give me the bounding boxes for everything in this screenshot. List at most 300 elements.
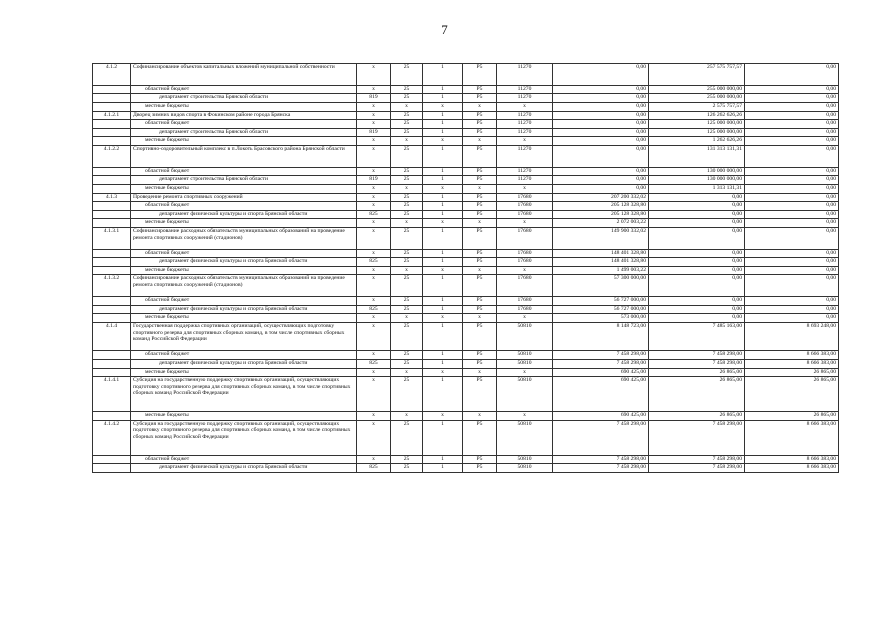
row-project-code: Р5 — [463, 202, 497, 211]
row-subprogram-code: 1 — [423, 193, 463, 202]
row-value-year1: 0,00 — [553, 145, 649, 167]
row-value-year2: 130 000 000,00 — [649, 167, 745, 176]
row-value-year3: 0,00 — [745, 184, 839, 193]
table-row — [93, 202, 839, 211]
row-program-code: 25 — [391, 360, 423, 369]
row-direction-code: 11270 — [497, 64, 553, 86]
row-value-year1: 2 072 003,22 — [553, 219, 649, 228]
table-row — [93, 455, 839, 464]
row-subprogram-code: 1 — [423, 176, 463, 185]
row-program-code: х — [391, 219, 423, 228]
row-value-year1: 573 000,00 — [553, 314, 649, 323]
row-subprogram-code: 1 — [423, 145, 463, 167]
row-code — [93, 266, 131, 275]
row-value-year1: 690 425,00 — [553, 377, 649, 412]
table-row — [93, 210, 839, 219]
row-direction-code: 17680 — [497, 202, 553, 211]
row-code — [93, 360, 131, 369]
row-value-year1: 148 401 328,80 — [553, 249, 649, 258]
row-admin-code: 825 — [357, 305, 391, 314]
row-project-code: Р5 — [463, 275, 497, 297]
row-value-year2: 7 458 298,00 — [649, 455, 745, 464]
row-admin-code: х — [357, 219, 391, 228]
row-value-year3: 0,00 — [745, 219, 839, 228]
row-name: областной бюджет — [131, 297, 357, 306]
row-value-year1: 0,00 — [553, 137, 649, 146]
row-value-year1: 7 458 298,00 — [553, 420, 649, 455]
row-program-code: 25 — [391, 167, 423, 176]
row-name: Проведение ремонта спортивных сооружений — [131, 193, 357, 202]
table-row — [93, 111, 839, 120]
row-admin-code: х — [357, 137, 391, 146]
row-subprogram-code: х — [423, 368, 463, 377]
row-value-year1: 1 499 003,22 — [553, 266, 649, 275]
row-name: областной бюджет — [131, 249, 357, 258]
row-program-code: 25 — [391, 377, 423, 412]
row-project-code: Р5 — [463, 167, 497, 176]
row-program-code: х — [391, 266, 423, 275]
row-value-year3: 8 666 383,00 — [745, 360, 839, 369]
row-direction-code: х — [497, 102, 553, 111]
row-name: местные бюджеты — [131, 184, 357, 193]
row-code: 4.1.3 — [93, 193, 131, 202]
row-admin-code: х — [357, 202, 391, 211]
row-value-year3: 0,00 — [745, 202, 839, 211]
row-value-year1: 0,00 — [553, 120, 649, 129]
row-subprogram-code: 1 — [423, 94, 463, 103]
row-value-year2: 0,00 — [649, 275, 745, 297]
row-code: 4.1.3.2 — [93, 275, 131, 297]
row-value-year3: 26 865,00 — [745, 412, 839, 421]
row-value-year2: 0,00 — [649, 227, 745, 249]
row-name: областной бюджет — [131, 351, 357, 360]
row-code — [93, 210, 131, 219]
row-project-code: Р5 — [463, 323, 497, 351]
row-project-code: х — [463, 412, 497, 421]
row-value-year3: 0,00 — [745, 275, 839, 297]
row-value-year3: 26 865,00 — [745, 368, 839, 377]
row-direction-code: 17680 — [497, 275, 553, 297]
row-program-code: 25 — [391, 464, 423, 473]
row-direction-code: 50810 — [497, 420, 553, 455]
row-value-year3: 0,00 — [745, 297, 839, 306]
row-code — [93, 305, 131, 314]
row-name: областной бюджет — [131, 455, 357, 464]
table-row — [93, 351, 839, 360]
table-row — [93, 314, 839, 323]
row-direction-code: х — [497, 184, 553, 193]
row-project-code: Р5 — [463, 351, 497, 360]
row-direction-code: 50810 — [497, 455, 553, 464]
row-admin-code: 825 — [357, 258, 391, 267]
row-value-year1: 57 300 000,00 — [553, 275, 649, 297]
row-direction-code: 50810 — [497, 464, 553, 473]
table-row — [93, 193, 839, 202]
row-value-year2: 1 313 131,31 — [649, 184, 745, 193]
row-program-code: х — [391, 137, 423, 146]
row-value-year2: 7 458 298,00 — [649, 420, 745, 455]
row-direction-code: 11270 — [497, 128, 553, 137]
row-value-year2: 0,00 — [649, 266, 745, 275]
row-admin-code: х — [357, 266, 391, 275]
row-value-year3: 0,00 — [745, 249, 839, 258]
row-value-year1: 0,00 — [553, 184, 649, 193]
row-name: Спортивно-оздоровительный комплекс в п.Локоть Брасовского района Брянской области — [131, 145, 357, 167]
row-program-code: 25 — [391, 227, 423, 249]
row-program-code: 25 — [391, 351, 423, 360]
row-value-year1: 0,00 — [553, 102, 649, 111]
row-value-year1: 207 200 332,02 — [553, 193, 649, 202]
row-code — [93, 249, 131, 258]
row-value-year3: 0,00 — [745, 314, 839, 323]
row-admin-code: х — [357, 377, 391, 412]
row-program-code: 25 — [391, 176, 423, 185]
row-program-code: 25 — [391, 305, 423, 314]
row-value-year3: 0,00 — [745, 266, 839, 275]
row-value-year3: 0,00 — [745, 120, 839, 129]
row-name: местные бюджеты — [131, 102, 357, 111]
row-project-code: Р5 — [463, 258, 497, 267]
row-name: Дворец зимних видов спорта в Фокинском районе города Брянска — [131, 111, 357, 120]
row-value-year2: 2 575 757,57 — [649, 102, 745, 111]
row-subprogram-code: 1 — [423, 202, 463, 211]
row-direction-code: 17680 — [497, 210, 553, 219]
table-row — [93, 128, 839, 137]
table-row — [93, 464, 839, 473]
row-direction-code: х — [497, 314, 553, 323]
row-subprogram-code: 1 — [423, 455, 463, 464]
row-subprogram-code: х — [423, 184, 463, 193]
row-direction-code: 11270 — [497, 111, 553, 120]
row-admin-code: х — [357, 368, 391, 377]
row-name: Софинансирование объектов капитальных вложений муниципальной собственности — [131, 64, 357, 86]
row-direction-code: 50810 — [497, 377, 553, 412]
row-subprogram-code: 1 — [423, 464, 463, 473]
table-row — [93, 145, 839, 167]
row-subprogram-code: 1 — [423, 420, 463, 455]
row-project-code: Р5 — [463, 85, 497, 94]
row-value-year2: 0,00 — [649, 314, 745, 323]
row-value-year3: 0,00 — [745, 305, 839, 314]
row-name: Субсидия на государственную поддержку спортивных организаций, осуществляющих подготовку спортивного резерва для спортивных сборных команд, в том числе спортивных сборных команд Российской Федерации — [131, 420, 357, 455]
row-code — [93, 219, 131, 228]
row-value-year1: 0,00 — [553, 128, 649, 137]
row-code — [93, 297, 131, 306]
row-value-year1: 7 458 298,00 — [553, 351, 649, 360]
row-direction-code: 17680 — [497, 249, 553, 258]
row-direction-code: 50810 — [497, 360, 553, 369]
row-subprogram-code: х — [423, 412, 463, 421]
row-admin-code: х — [357, 102, 391, 111]
table-row — [93, 120, 839, 129]
row-program-code: 25 — [391, 128, 423, 137]
row-value-year1: 0,00 — [553, 176, 649, 185]
row-name: областной бюджет — [131, 120, 357, 129]
row-name: департамент физической культуры и спорта Брянской области — [131, 464, 357, 473]
row-code — [93, 351, 131, 360]
row-project-code: Р5 — [463, 94, 497, 103]
row-value-year1: 0,00 — [553, 94, 649, 103]
row-project-code: Р5 — [463, 420, 497, 455]
row-value-year3: 8 666 383,00 — [745, 455, 839, 464]
row-project-code: х — [463, 266, 497, 275]
row-name: департамент строительства Брянской области — [131, 128, 357, 137]
table-row — [93, 227, 839, 249]
budget-table — [92, 63, 839, 473]
row-subprogram-code: х — [423, 102, 463, 111]
row-code — [93, 137, 131, 146]
table-row — [93, 94, 839, 103]
row-admin-code: х — [357, 193, 391, 202]
table-row — [93, 377, 839, 412]
table-row — [93, 305, 839, 314]
row-code — [93, 167, 131, 176]
row-admin-code: х — [357, 275, 391, 297]
row-direction-code: 17680 — [497, 193, 553, 202]
row-admin-code: 819 — [357, 176, 391, 185]
row-value-year3: 26 865,00 — [745, 377, 839, 412]
row-project-code: Р5 — [463, 377, 497, 412]
row-value-year1: 0,00 — [553, 85, 649, 94]
row-project-code: Р5 — [463, 193, 497, 202]
row-program-code: 25 — [391, 275, 423, 297]
row-value-year3: 0,00 — [745, 102, 839, 111]
row-direction-code: 17680 — [497, 227, 553, 249]
row-subprogram-code: х — [423, 137, 463, 146]
row-subprogram-code: 1 — [423, 275, 463, 297]
row-code — [93, 85, 131, 94]
row-name: Государственная поддержка спортивных организаций, осуществляющих подготовку спортивного резерва для спортивных сборных команд, в том числе спортивных сборных команд Российской Федерации — [131, 323, 357, 351]
row-value-year2: 7 458 298,00 — [649, 360, 745, 369]
row-value-year1: 205 128 328,80 — [553, 202, 649, 211]
row-subprogram-code: 1 — [423, 323, 463, 351]
row-value-year2: 130 000 000,00 — [649, 176, 745, 185]
row-subprogram-code: 1 — [423, 305, 463, 314]
row-admin-code: х — [357, 167, 391, 176]
row-name: местные бюджеты — [131, 368, 357, 377]
row-value-year1: 7 458 298,00 — [553, 464, 649, 473]
table-row — [93, 412, 839, 421]
row-code — [93, 128, 131, 137]
row-code — [93, 258, 131, 267]
row-value-year3: 0,00 — [745, 137, 839, 146]
row-value-year1: 56 727 000,00 — [553, 305, 649, 314]
row-project-code: х — [463, 314, 497, 323]
row-program-code: 25 — [391, 455, 423, 464]
row-project-code: Р5 — [463, 111, 497, 120]
row-name: областной бюджет — [131, 202, 357, 211]
row-code: 4.1.2 — [93, 64, 131, 86]
table-row — [93, 219, 839, 228]
row-value-year3: 0,00 — [745, 145, 839, 167]
page-number: 7 — [441, 22, 448, 37]
row-subprogram-code: х — [423, 219, 463, 228]
row-subprogram-code: 1 — [423, 377, 463, 412]
row-value-year2: 0,00 — [649, 193, 745, 202]
row-admin-code: х — [357, 314, 391, 323]
row-direction-code: х — [497, 266, 553, 275]
row-direction-code: 11270 — [497, 94, 553, 103]
row-name: Субсидия на государственную поддержку спортивных организаций, осуществляющих подготовку спортивного резерва для спортивных сборных команд, в том числе спортивных сборных команд Российской Федерации — [131, 377, 357, 412]
row-name: Софинансирование расходных обязательств муниципальных образований на проведение ремонта спортивных сооружений (стадионов) — [131, 275, 357, 297]
row-project-code: х — [463, 368, 497, 377]
row-project-code: х — [463, 219, 497, 228]
row-value-year2: 1 262 626,26 — [649, 137, 745, 146]
row-program-code: 25 — [391, 85, 423, 94]
row-project-code: Р5 — [463, 210, 497, 219]
row-code: 4.1.4.1 — [93, 377, 131, 412]
row-value-year2: 0,00 — [649, 297, 745, 306]
row-name: местные бюджеты — [131, 412, 357, 421]
row-project-code: Р5 — [463, 145, 497, 167]
row-direction-code: х — [497, 412, 553, 421]
row-project-code: Р5 — [463, 227, 497, 249]
table-row — [93, 420, 839, 455]
row-name: департамент физической культуры и спорта Брянской области — [131, 210, 357, 219]
row-admin-code: х — [357, 64, 391, 86]
table-row — [93, 184, 839, 193]
row-program-code: 25 — [391, 120, 423, 129]
row-name: местные бюджеты — [131, 266, 357, 275]
row-subprogram-code: 1 — [423, 85, 463, 94]
row-direction-code: х — [497, 219, 553, 228]
row-admin-code: х — [357, 227, 391, 249]
row-subprogram-code: 1 — [423, 351, 463, 360]
row-project-code: Р5 — [463, 297, 497, 306]
row-value-year1: 7 458 298,00 — [553, 455, 649, 464]
row-value-year2: 131 313 131,31 — [649, 145, 745, 167]
row-direction-code: 11270 — [497, 176, 553, 185]
row-program-code: 25 — [391, 111, 423, 120]
row-admin-code: х — [357, 455, 391, 464]
row-value-year3: 0,00 — [745, 258, 839, 267]
row-value-year1: 205 128 328,80 — [553, 210, 649, 219]
row-program-code: 25 — [391, 323, 423, 351]
row-code: 4.1.2.1 — [93, 111, 131, 120]
row-value-year3: 0,00 — [745, 128, 839, 137]
row-admin-code: х — [357, 85, 391, 94]
row-value-year1: 0,00 — [553, 111, 649, 120]
row-value-year2: 257 575 757,57 — [649, 64, 745, 86]
row-program-code: 25 — [391, 249, 423, 258]
row-value-year1: 56 727 000,00 — [553, 297, 649, 306]
row-code — [93, 464, 131, 473]
row-value-year3: 0,00 — [745, 176, 839, 185]
table-row — [93, 368, 839, 377]
row-direction-code: х — [497, 137, 553, 146]
row-direction-code: 11270 — [497, 120, 553, 129]
row-code — [93, 120, 131, 129]
row-value-year2: 0,00 — [649, 202, 745, 211]
row-value-year2: 7 458 298,00 — [649, 464, 745, 473]
table-row — [93, 176, 839, 185]
row-value-year2: 7 458 298,00 — [649, 351, 745, 360]
row-name: департамент физической культуры и спорта Брянской области — [131, 305, 357, 314]
row-name: Софинансирование расходных обязательств муниципальных образований на проведение ремонта спортивных сооружений (стадионов) — [131, 227, 357, 249]
row-admin-code: х — [357, 111, 391, 120]
row-code: 4.1.4 — [93, 323, 131, 351]
row-subprogram-code: 1 — [423, 64, 463, 86]
row-program-code: х — [391, 412, 423, 421]
table-row — [93, 297, 839, 306]
row-value-year2: 255 000 000,00 — [649, 85, 745, 94]
row-program-code: 25 — [391, 94, 423, 103]
row-program-code: 25 — [391, 258, 423, 267]
row-program-code: х — [391, 102, 423, 111]
row-code: 4.1.4.2 — [93, 420, 131, 455]
row-admin-code: 819 — [357, 128, 391, 137]
row-direction-code: х — [497, 368, 553, 377]
row-value-year2: 26 865,00 — [649, 368, 745, 377]
row-value-year2: 0,00 — [649, 210, 745, 219]
row-value-year3: 0,00 — [745, 111, 839, 120]
row-value-year3: 8 693 248,00 — [745, 323, 839, 351]
row-subprogram-code: 1 — [423, 258, 463, 267]
row-program-code: 25 — [391, 193, 423, 202]
table-row — [93, 360, 839, 369]
row-value-year2: 0,00 — [649, 219, 745, 228]
row-direction-code: 17680 — [497, 297, 553, 306]
row-name: департамент физической культуры и спорта Брянской области — [131, 360, 357, 369]
row-value-year1: 0,00 — [553, 64, 649, 86]
row-code — [93, 455, 131, 464]
row-subprogram-code: 1 — [423, 297, 463, 306]
row-admin-code: х — [357, 412, 391, 421]
row-program-code: 25 — [391, 64, 423, 86]
row-name: местные бюджеты — [131, 314, 357, 323]
row-code — [93, 94, 131, 103]
row-value-year1: 690 425,00 — [553, 412, 649, 421]
row-value-year3: 0,00 — [745, 94, 839, 103]
row-value-year3: 0,00 — [745, 167, 839, 176]
table-row — [93, 249, 839, 258]
row-program-code: х — [391, 184, 423, 193]
table-row — [93, 102, 839, 111]
row-direction-code: 11270 — [497, 167, 553, 176]
row-value-year3: 0,00 — [745, 193, 839, 202]
row-code — [93, 368, 131, 377]
row-program-code: 25 — [391, 297, 423, 306]
table-row — [93, 64, 839, 86]
table-body — [93, 64, 839, 473]
row-value-year2: 125 000 000,00 — [649, 120, 745, 129]
row-value-year3: 0,00 — [745, 64, 839, 86]
row-value-year2: 26 865,00 — [649, 412, 745, 421]
row-subprogram-code: 1 — [423, 167, 463, 176]
row-value-year2: 7 485 163,00 — [649, 323, 745, 351]
row-admin-code: х — [357, 184, 391, 193]
row-project-code: Р5 — [463, 176, 497, 185]
row-direction-code: 11270 — [497, 85, 553, 94]
row-subprogram-code: 1 — [423, 227, 463, 249]
row-code: 4.1.3.1 — [93, 227, 131, 249]
row-subprogram-code: 1 — [423, 111, 463, 120]
row-value-year2: 0,00 — [649, 258, 745, 267]
row-program-code: 25 — [391, 210, 423, 219]
row-code — [93, 314, 131, 323]
row-value-year1: 0,00 — [553, 167, 649, 176]
row-value-year1: 148 401 328,80 — [553, 258, 649, 267]
row-program-code: 25 — [391, 145, 423, 167]
row-name: департамент физической культуры и спорта Брянской области — [131, 258, 357, 267]
row-name: департамент строительства Брянской области — [131, 176, 357, 185]
row-admin-code: х — [357, 120, 391, 129]
row-project-code: х — [463, 102, 497, 111]
row-name: областной бюджет — [131, 85, 357, 94]
row-subprogram-code: х — [423, 314, 463, 323]
row-admin-code: х — [357, 297, 391, 306]
row-direction-code: 11270 — [497, 145, 553, 167]
